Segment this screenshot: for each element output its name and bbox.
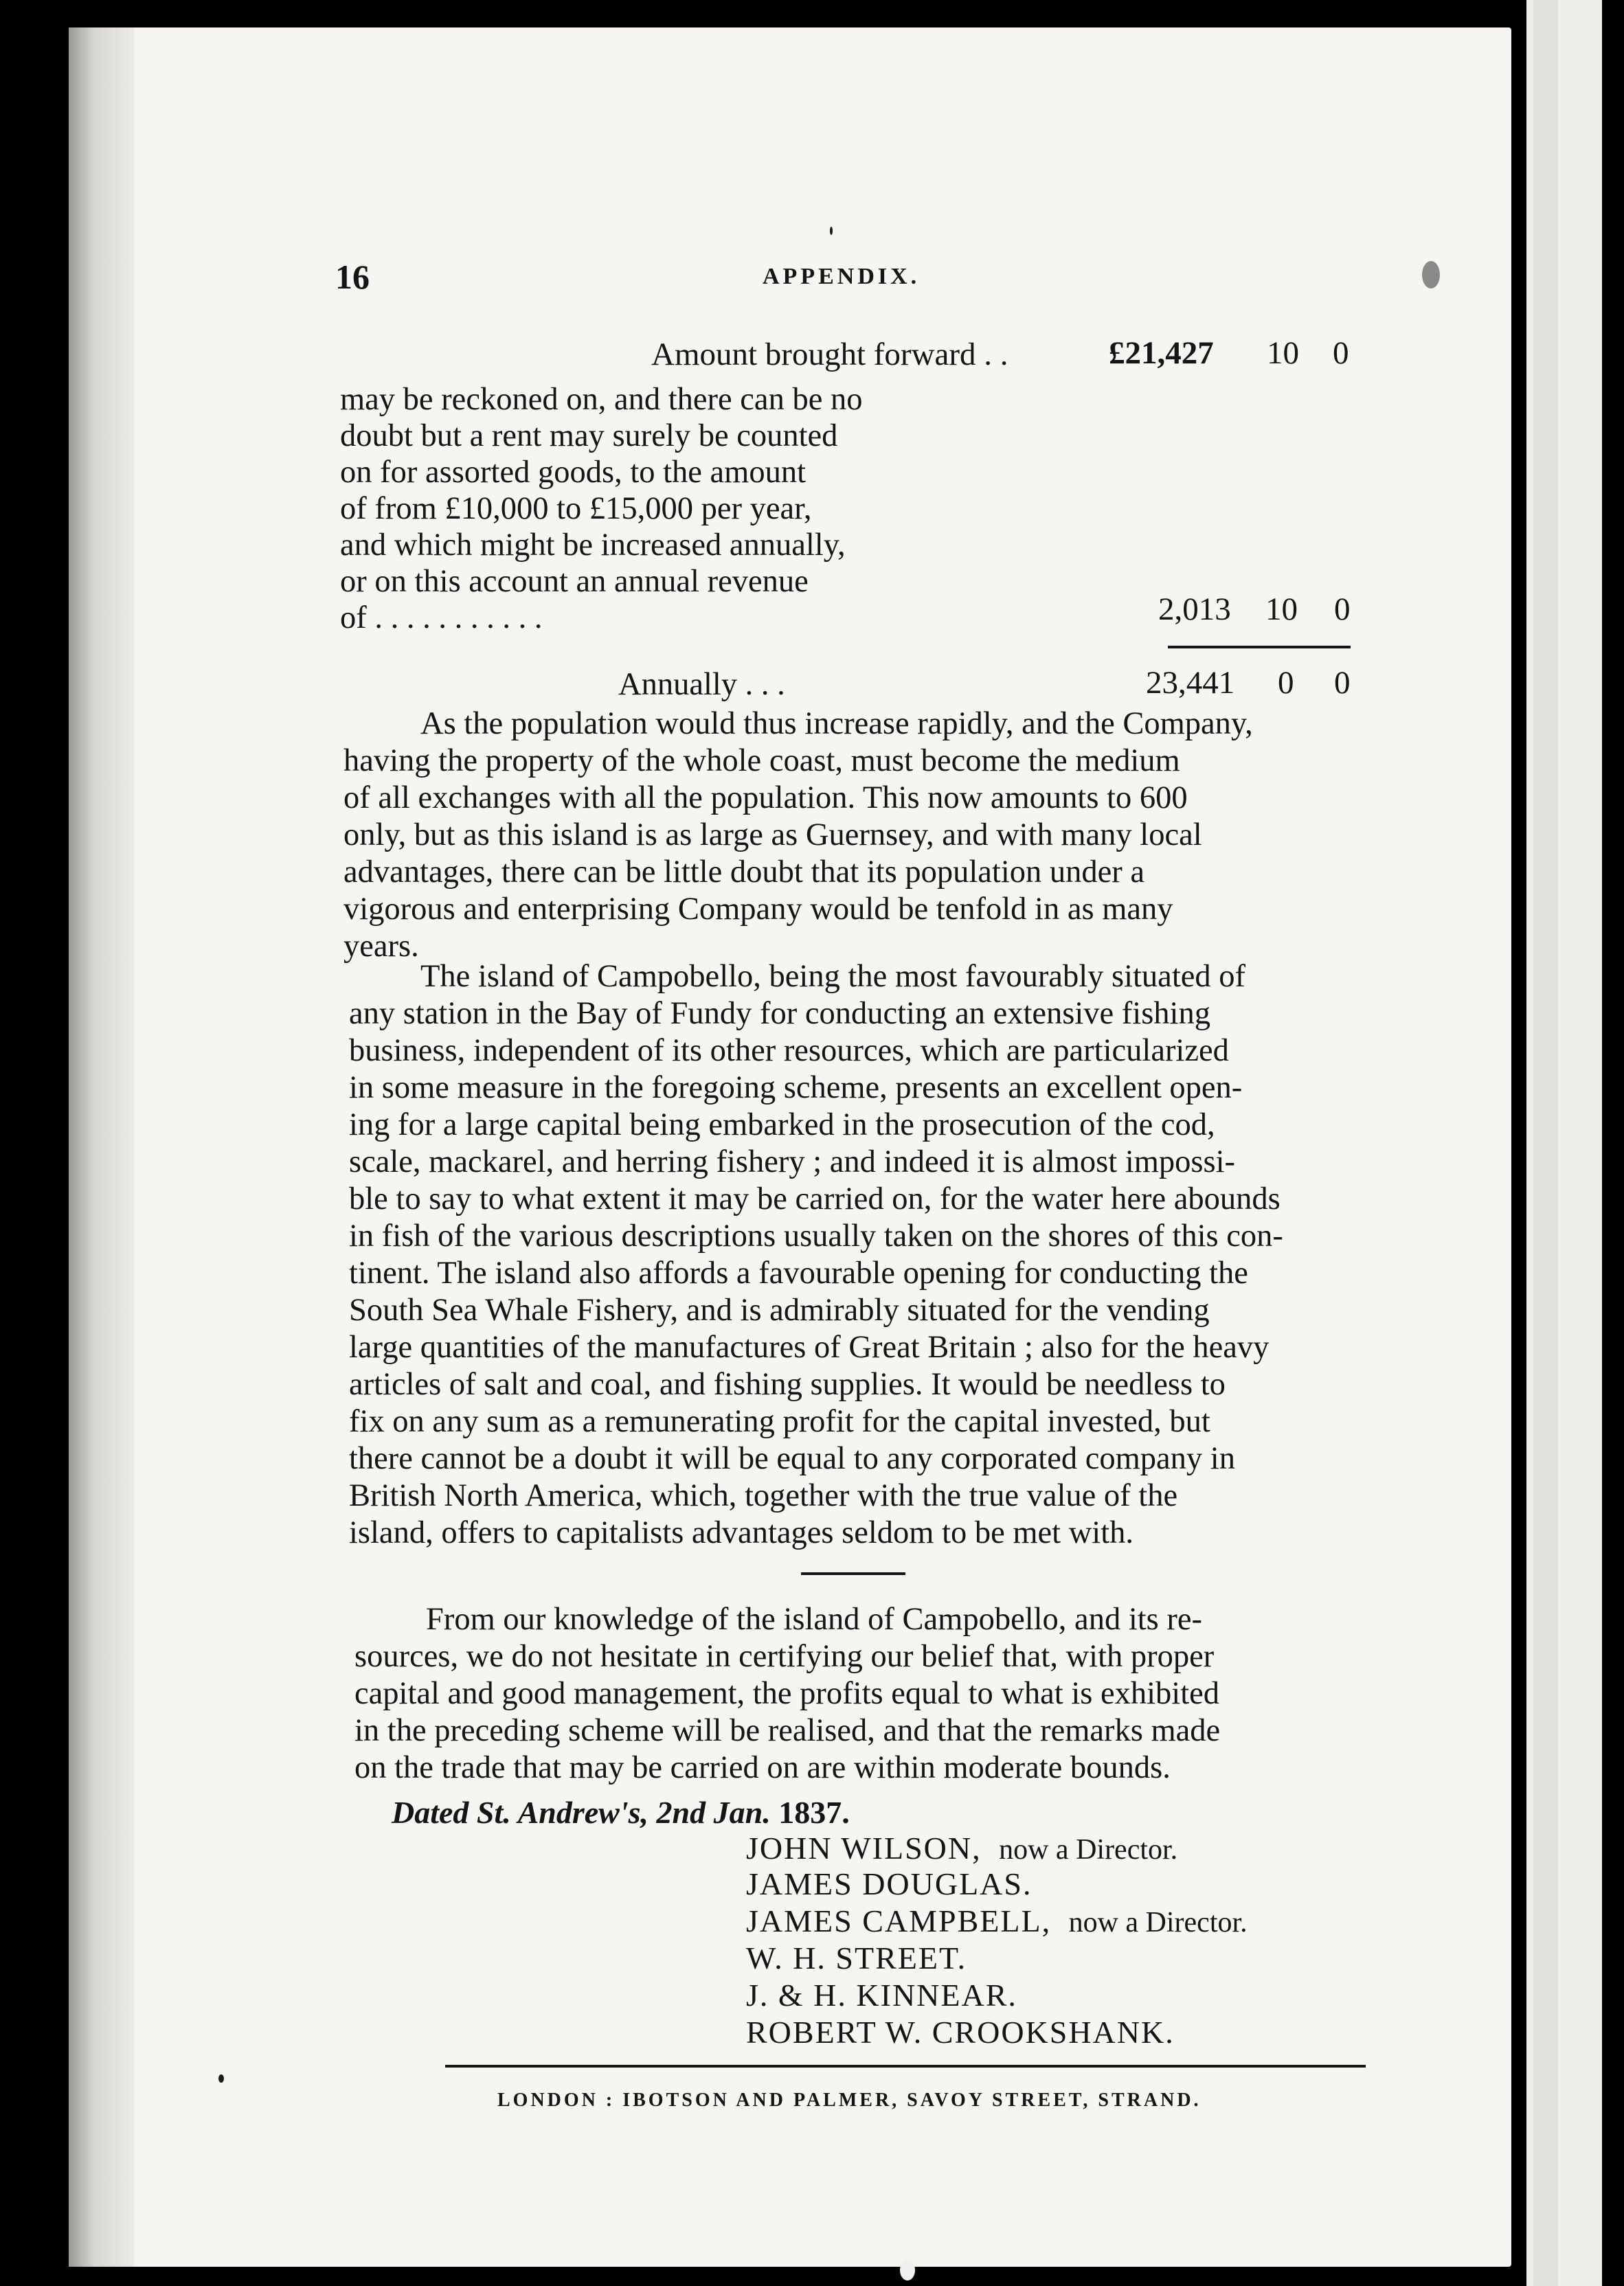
signatory-name: ROBERT W. CROOKSHANK. (746, 2015, 1175, 2050)
scheme-line: doubt but a rent may surely be counted (340, 418, 838, 453)
signatory-name: JOHN WILSON, (746, 1831, 982, 1866)
body-line: articles of salt and coal, and fishing supplies. It would be needless to (349, 1367, 1226, 1402)
printer-imprint: LONDON : IBOTSON AND PALMER, SAVOY STREET, STRAND. (497, 2090, 1202, 2111)
signatory (746, 1830, 1177, 1866)
signatory-note: now a Director. (999, 1834, 1178, 1866)
page-number: 16 (335, 258, 370, 296)
date-day: 2nd Jan. (656, 1795, 771, 1830)
body-line: in some measure in the foregoing scheme, presents an excellent open- (349, 1070, 1243, 1105)
body-line: island, offers to capitalists advantages seldom to be met with. (349, 1515, 1134, 1550)
body-line: capital and good management, the profits equal to what is exhibited (354, 1676, 1220, 1711)
forward-shillings: 10 (1267, 335, 1299, 371)
revenue-shillings: 10 (1265, 591, 1298, 627)
body-line: of all exchanges with all the population. This now amounts to 600 (343, 780, 1188, 815)
forward-pence: 0 (1333, 335, 1349, 371)
body-line: vigorous and enterprising Company would be tenfold in as many (343, 892, 1173, 927)
signatory-name: JAMES DOUGLAS. (746, 1866, 1033, 1901)
signatory (746, 1866, 1032, 1902)
body-line: ble to say to what extent it may be carried on, for the water here abounds (349, 1181, 1281, 1216)
date-prefix: Dated St. Andrew's, (392, 1795, 649, 1830)
body-line: From our knowledge of the island of Campobello, and its re- (426, 1602, 1202, 1637)
scheme-line: and which might be increased annually, (340, 528, 846, 563)
ink-speck (830, 227, 833, 235)
revenue-pence: 0 (1334, 591, 1351, 627)
signatory (746, 1977, 1017, 2013)
signatory-name: W. H. STREET. (746, 1940, 967, 1976)
body-line: having the property of the whole coast, must become the medium (343, 743, 1180, 778)
date-year: 1837. (778, 1795, 850, 1830)
ink-speck (218, 2074, 224, 2083)
running-head: APPENDIX. (763, 264, 921, 289)
imprint-rule (445, 2065, 1366, 2068)
scheme-line: of from £10,000 to £15,000 per year, (340, 491, 812, 526)
body-line: any station in the Bay of Fundy for conducting an extensive fishing (349, 996, 1210, 1031)
body-line: advantages, there can be little doubt that its population under a (343, 855, 1145, 890)
revenue-pounds: 2,013 (1158, 591, 1231, 627)
body-line: in fish of the various descriptions usually taken on the shores of this con- (349, 1219, 1283, 1254)
adjacent-page-shadow (1533, 0, 1558, 2286)
signatory-name: J. & H. KINNEAR. (746, 1978, 1017, 2013)
body-line: sources, we do not hesitate in certifying our belief that, with proper (354, 1639, 1215, 1674)
body-line: years. (343, 929, 419, 964)
ink-speck (900, 2260, 915, 2281)
scheme-line: on for assorted goods, to the amount (340, 455, 807, 490)
body-line: tinent. The island also affords a favourable opening for conducting the (349, 1256, 1248, 1291)
body-line: As the population would thus increase rapidly, and the Company, (420, 706, 1253, 741)
scheme-line: or on this account an annual revenue (340, 564, 809, 599)
annual-shillings: 0 (1278, 665, 1294, 701)
sum-rule (1168, 646, 1351, 648)
signatory-note: now a Director. (1068, 1907, 1248, 1938)
section-divider (801, 1572, 905, 1575)
forward-pounds: £21,427 (1109, 335, 1214, 371)
ink-speck (1422, 261, 1440, 288)
signatory (746, 2014, 1175, 2050)
body-line: business, independent of its other resources, which are particularized (349, 1033, 1229, 1068)
signatory (746, 1940, 967, 1976)
scheme-line: may be reckoned on, and there can be no (340, 382, 863, 417)
body-line: ing for a large capital being embarked in the prosecution of the cod, (349, 1107, 1215, 1142)
annual-pence: 0 (1334, 665, 1351, 701)
body-line: fix on any sum as a remunerating profit for the capital invested, but (349, 1404, 1210, 1439)
body-line: large quantities of the manufactures of Great Britain ; also for the heavy (349, 1330, 1270, 1365)
body-line: in the preceding scheme will be realised, and that the remarks made (354, 1713, 1221, 1748)
page-fore-edge (69, 27, 134, 2267)
date-line (392, 1794, 850, 1831)
body-line: British North America, which, together with the true value of the (349, 1478, 1178, 1513)
body-line: on the trade that may be carried on are within moderate bounds. (354, 1750, 1171, 1785)
scheme-line: of . . . . . . . . . . . (340, 600, 543, 635)
forward-label: Amount brought forward . . (651, 337, 1008, 372)
body-line: South Sea Whale Fishery, and is admirably situated for the vending (349, 1293, 1210, 1328)
body-line: there cannot be a doubt it will be equal to any corporated company in (349, 1441, 1235, 1476)
body-line: The island of Campobello, being the most favourably situated of (420, 959, 1245, 994)
annual-pounds: 23,441 (1146, 665, 1235, 701)
signatory-name: JAMES CAMPBELL, (746, 1903, 1052, 1938)
signatory (746, 1903, 1248, 1939)
body-line: scale, mackarel, and herring fishery ; and indeed it is almost impossi- (349, 1144, 1236, 1179)
body-line: only, but as this island is as large as Guernsey, and with many local (343, 817, 1202, 852)
annual-label: Annually . . . (618, 667, 785, 702)
